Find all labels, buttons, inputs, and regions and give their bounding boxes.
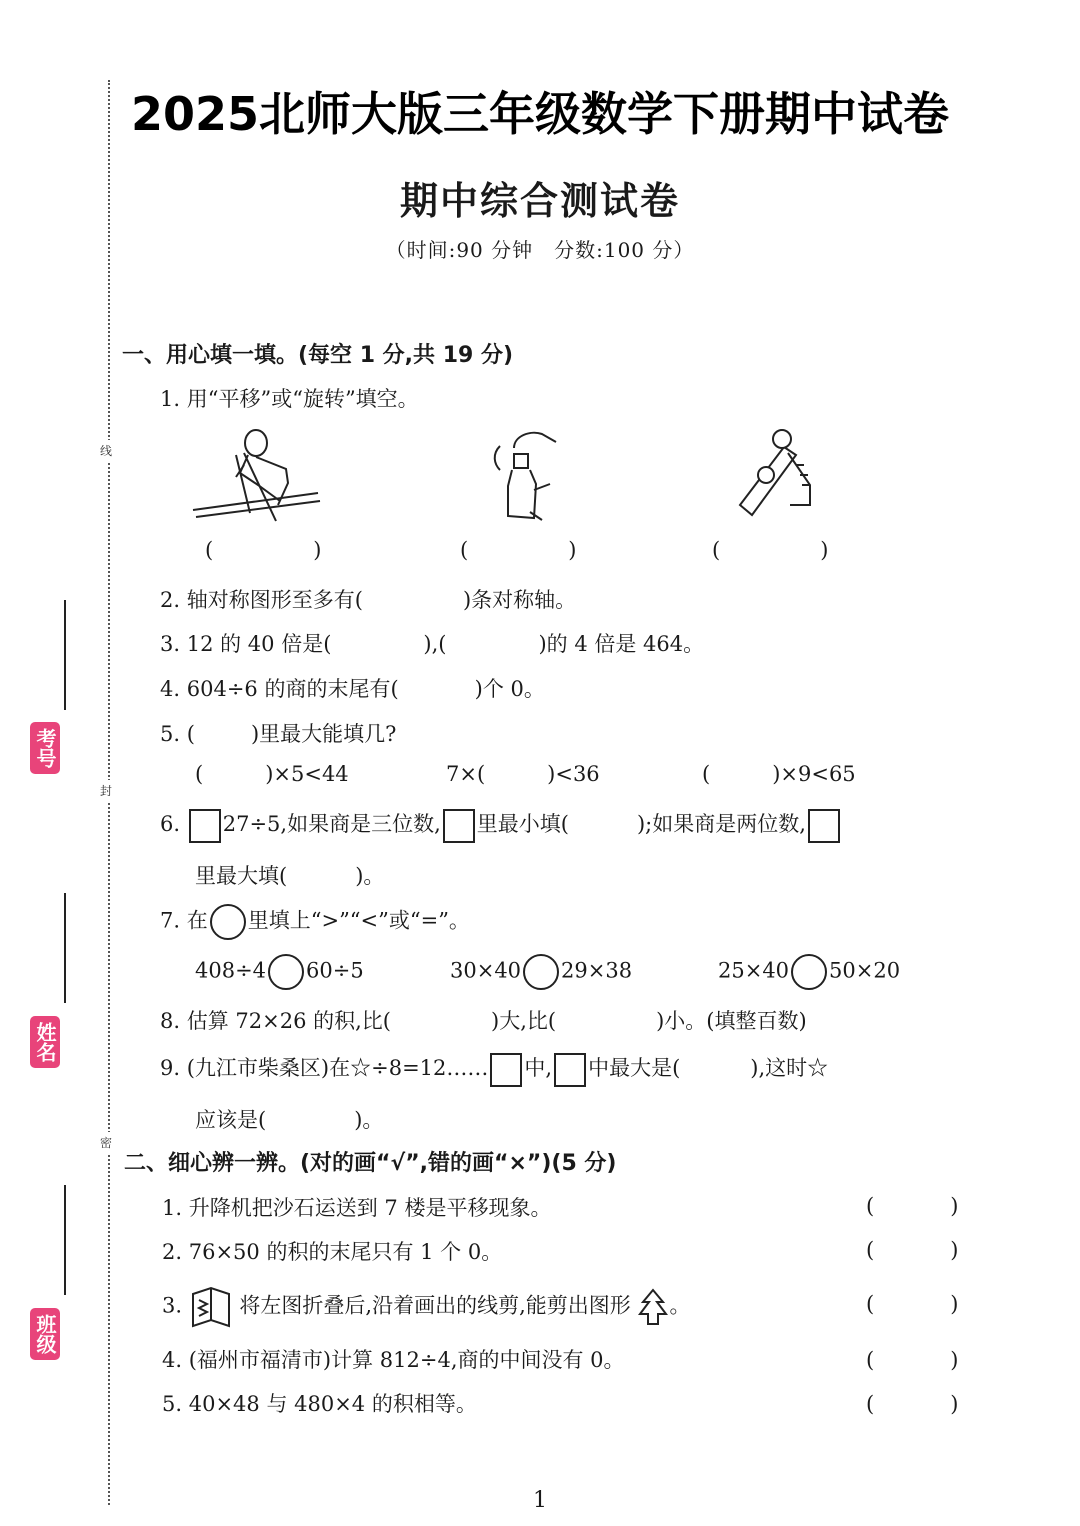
time-score-line: （时间:90 分钟 分数:100 分） [385, 238, 695, 262]
q-text: 。 [669, 1293, 691, 1318]
q-text: 中, [524, 1056, 553, 1080]
answer-box[interactable] [554, 1053, 586, 1087]
q-text: ),这时☆ [750, 1056, 829, 1080]
q-text: )的 4 倍是 464。 [538, 632, 705, 656]
q-text: 29×38 [561, 958, 633, 983]
q5-item-3 [702, 762, 856, 786]
paren-close: ) [950, 1292, 959, 1316]
q-text: 12 的 40 倍是( [186, 632, 332, 656]
compare-circle [210, 904, 246, 940]
judge-item-1 [162, 1192, 551, 1222]
judge-answer-5[interactable] [866, 1392, 958, 1416]
q-num: 4. [160, 677, 181, 701]
q-num: 2. [162, 1240, 183, 1264]
paren-close: ) [950, 1392, 959, 1416]
paren-open: ( [205, 538, 214, 562]
q-num: 6. [160, 812, 181, 836]
judge-item-2 [162, 1236, 502, 1266]
paren-close: ) [950, 1194, 959, 1218]
question-8 [160, 1005, 807, 1035]
bottle-cap-icon [486, 428, 566, 523]
question-6-cont [195, 860, 384, 890]
paren-open: ( [866, 1238, 875, 1262]
q-num: 7. [160, 908, 181, 933]
q-text: 40×48 与 480×4 的积相等。 [188, 1392, 477, 1416]
q-text: 50×20 [829, 958, 901, 983]
class-label: 班级 [30, 1308, 60, 1360]
q-text: 604÷6 的商的末尾有( [186, 677, 399, 701]
question-2 [160, 584, 576, 614]
q-text: 用“平移”或“旋转”填空。 [186, 387, 419, 411]
judge-item-5 [162, 1388, 477, 1418]
q-text: 里最小填( [476, 812, 569, 836]
slide-icon [730, 425, 820, 525]
section2-heading: 二、细心辨一辨。(对的画“√”,错的画“×”)(5 分) [124, 1151, 617, 1176]
binding-char-mi: 密 [100, 1132, 112, 1153]
q-text: ),( [423, 632, 447, 656]
q-text: 应该是( [195, 1108, 267, 1132]
q5-item-1 [195, 762, 349, 786]
question-7 [160, 904, 470, 940]
q1-answer-blank-1[interactable] [205, 538, 321, 562]
q-text: )个 0。 [474, 677, 545, 701]
q-num: 8. [160, 1009, 181, 1033]
name-label: 姓名 [30, 1016, 60, 1068]
q-text: 里填上“>”“<”或“=”。 [247, 908, 470, 933]
q-text: )里最大能填几? [250, 722, 397, 746]
q-text: 中最大是( [588, 1056, 681, 1080]
compare-circle[interactable] [268, 954, 304, 990]
class-fill-line [64, 1185, 66, 1295]
q-text: 估算 72×26 的积,比( [186, 1009, 391, 1033]
question-9-cont [195, 1104, 383, 1134]
paren-close: ) [950, 1348, 959, 1372]
q-text: (福州市福清市)计算 812÷4,商的中间没有 0。 [188, 1348, 625, 1372]
q-text: 在 [186, 908, 208, 933]
q-num: 1. [162, 1196, 183, 1220]
q-text: )。 [355, 864, 385, 888]
q-text: );如果商是两位数, [636, 812, 806, 836]
answer-box[interactable] [443, 809, 475, 843]
q-num: 3. [160, 632, 181, 656]
q-text: 里最大填( [195, 864, 288, 888]
judge-answer-1[interactable] [866, 1194, 958, 1218]
paren-close: ) [568, 538, 577, 562]
q-text: ( [186, 722, 195, 746]
q-text: )大,比( [491, 1009, 557, 1033]
q-text: )×9<65 [772, 762, 856, 786]
paren-open: ( [866, 1392, 875, 1416]
judge-item-4 [162, 1344, 625, 1374]
q1-answer-blank-2[interactable] [460, 538, 576, 562]
q-text: )。 [354, 1108, 384, 1132]
q-num: 5. [160, 722, 181, 746]
main-title: 2025北师大版三年级数学下册期中试卷 [130, 87, 950, 141]
paren-close: ) [313, 538, 322, 562]
q-text: 408÷4 [195, 958, 267, 983]
question-5 [160, 718, 396, 748]
paren-open: ( [712, 538, 721, 562]
q-num: 2. [160, 588, 181, 612]
compare-circle[interactable] [523, 954, 559, 990]
judge-item-3 [162, 1286, 690, 1328]
q1-answer-blank-3[interactable] [712, 538, 828, 562]
q-text: )×5<44 [265, 762, 349, 786]
name-fill-line [64, 893, 66, 1003]
page-number: 1 [533, 1488, 547, 1513]
q-text: 轴对称图形至多有( [186, 588, 363, 612]
exam-number-fill-line [64, 600, 66, 710]
q-text: )小。(填整百数) [656, 1009, 807, 1033]
q-text: ( [702, 762, 711, 786]
q-text: 60÷5 [306, 958, 364, 983]
binding-char-feng: 封 [100, 780, 112, 801]
section1-heading: 一、用心填一填。(每空 1 分,共 19 分) [122, 343, 514, 368]
answer-box[interactable] [490, 1053, 522, 1087]
question-6 [160, 808, 842, 843]
q-text: 76×50 的积的末尾只有 1 个 0。 [188, 1240, 503, 1264]
compare-circle[interactable] [791, 954, 827, 990]
question-1 [160, 383, 419, 413]
sub-title: 期中综合测试卷 [399, 178, 680, 223]
q-text: 27÷5,如果商是三位数, [222, 812, 441, 836]
q-num: 1. [160, 387, 181, 411]
q-text: 30×40 [450, 958, 522, 983]
binding-char-xian: 线 [100, 440, 112, 461]
q7-item-2 [450, 954, 632, 990]
q-text: (九江市柴桑区)在☆÷8=12…… [186, 1056, 489, 1080]
paren-open: ( [866, 1292, 875, 1316]
q5-item-2 [446, 762, 600, 786]
question-4 [160, 673, 545, 703]
q-text: )<36 [547, 762, 600, 786]
q-text: )条对称轴。 [462, 588, 577, 612]
question-9 [160, 1052, 828, 1087]
paren-open: ( [460, 538, 469, 562]
q-num: 9. [160, 1056, 181, 1080]
q-text: 7×( [446, 762, 486, 786]
tree-shape-icon [637, 1288, 669, 1326]
paren-open: ( [866, 1348, 875, 1372]
skier-icon [188, 425, 328, 525]
q-num: 3. [162, 1293, 183, 1318]
q-text: ( [195, 762, 204, 786]
q-text: 将左图折叠后,沿着画出的线剪,能剪出图形 [239, 1293, 631, 1318]
judge-answer-2[interactable] [866, 1238, 958, 1262]
exam-number-label: 考号 [30, 722, 60, 774]
judge-answer-4[interactable] [866, 1348, 958, 1372]
answer-box[interactable] [189, 809, 221, 843]
folded-paper-icon [189, 1286, 233, 1328]
q-num: 5. [162, 1392, 183, 1416]
judge-answer-3[interactable] [866, 1292, 958, 1316]
q-text: 25×40 [718, 958, 790, 983]
paren-close: ) [820, 538, 829, 562]
q7-item-1 [195, 954, 364, 990]
q-num: 4. [162, 1348, 183, 1372]
answer-box[interactable] [808, 809, 840, 843]
question-3 [160, 628, 704, 658]
paren-open: ( [866, 1194, 875, 1218]
paren-close: ) [950, 1238, 959, 1262]
q-text: 升降机把沙石运送到 7 楼是平移现象。 [188, 1196, 552, 1220]
q7-item-3 [718, 954, 900, 990]
